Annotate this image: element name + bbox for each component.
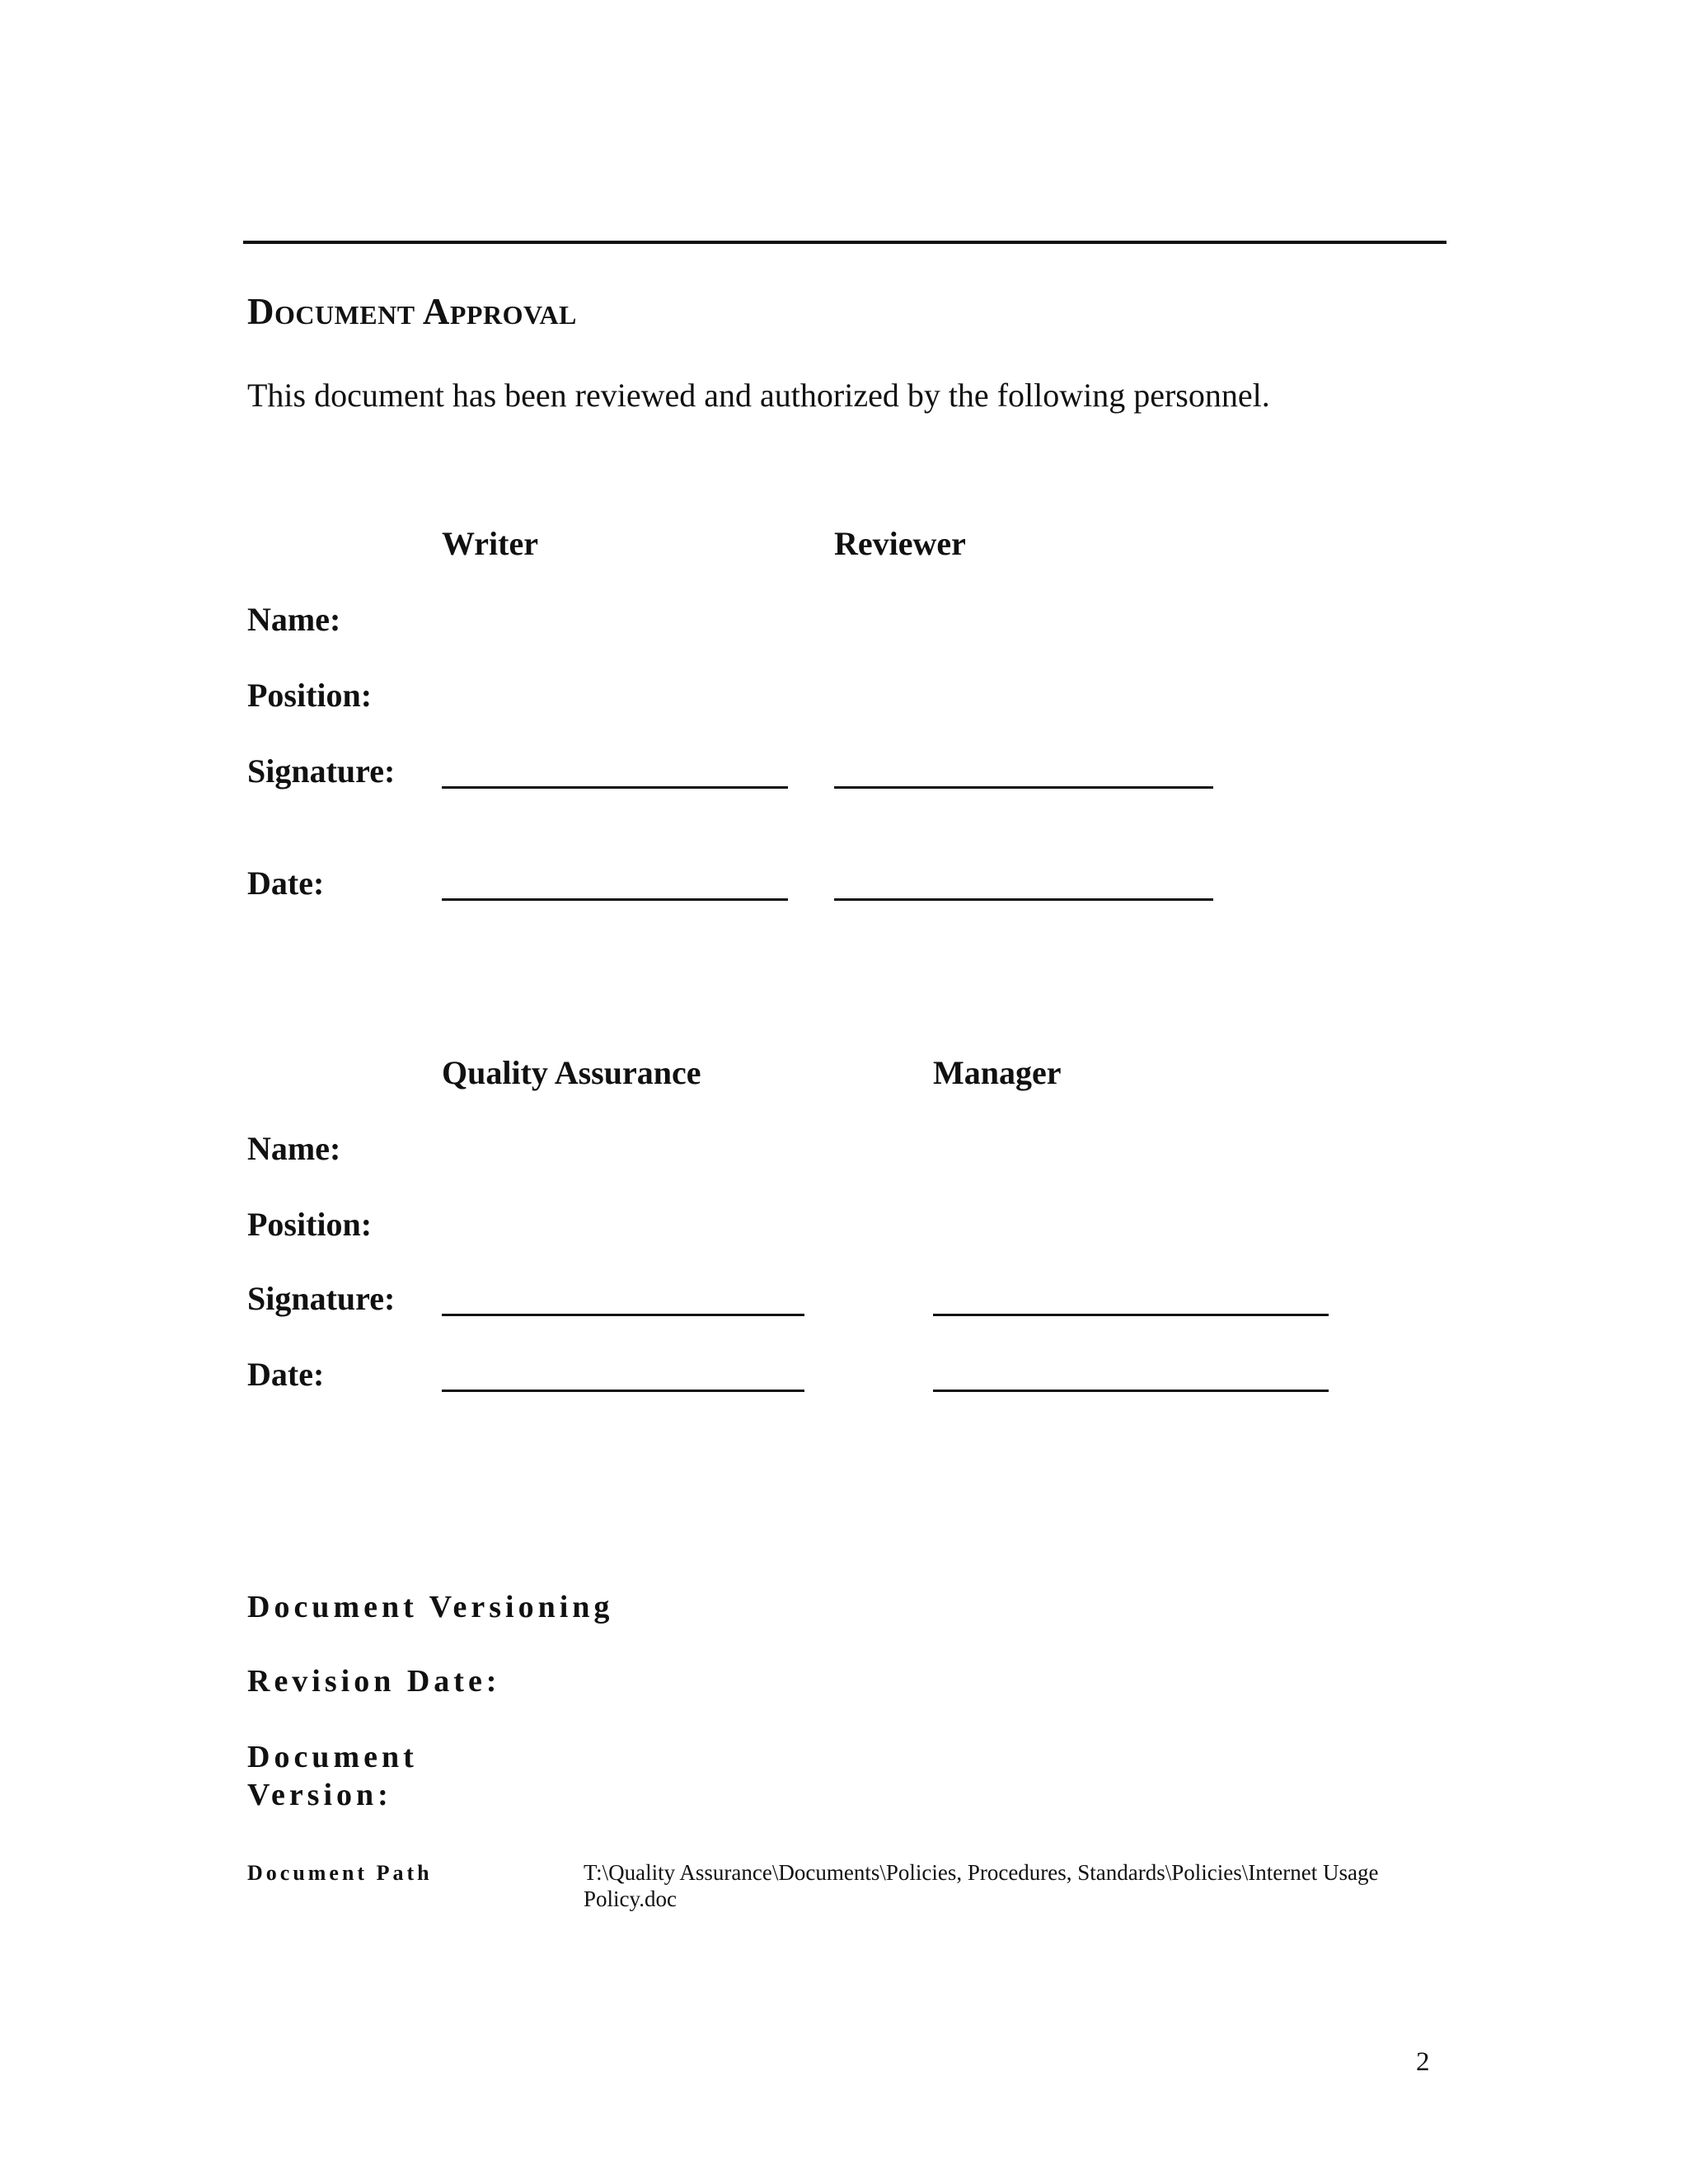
qa-signature-line[interactable] [442,1314,804,1316]
writer-date-line[interactable] [442,898,788,901]
name-label: Name: [247,1130,341,1167]
document-version-label-line2: Version: [247,1778,392,1812]
writer-signature-line[interactable] [442,786,788,789]
name-label: Name: [247,601,341,638]
document-path-value: T:\Quality Assurance\Documents\Policies, Procedures, Standards\Policies\Internet Usage Policy.doc [584,1860,1379,1911]
column-header-quality-assurance: Quality Assurance [442,1054,701,1091]
reviewer-signature-line[interactable] [834,786,1213,789]
signature-label: Signature: [247,752,396,790]
date-label: Date: [247,1356,325,1393]
manager-signature-line[interactable] [933,1314,1329,1316]
document-version-label-line1: Document [247,1740,418,1774]
versioning-heading: Document Versioning [247,1590,614,1624]
intro-text: This document has been reviewed and authorized by the following personnel. [247,377,1270,414]
column-header-reviewer: Reviewer [834,525,966,562]
document-path-label: Document Path [247,1861,433,1885]
column-header-writer: Writer [442,525,538,562]
position-label: Position: [247,677,373,714]
date-label: Date: [247,865,325,902]
page-number: 2 [1416,2047,1430,2077]
qa-date-line[interactable] [442,1390,804,1392]
manager-date-line[interactable] [933,1390,1329,1392]
section-title: Document Approval [247,291,577,332]
revision-date-label: Revision Date: [247,1664,501,1699]
reviewer-date-line[interactable] [834,898,1213,901]
signature-label: Signature: [247,1280,396,1317]
header-rule [243,241,1447,244]
position-label: Position: [247,1206,373,1243]
column-header-manager: Manager [933,1054,1062,1091]
